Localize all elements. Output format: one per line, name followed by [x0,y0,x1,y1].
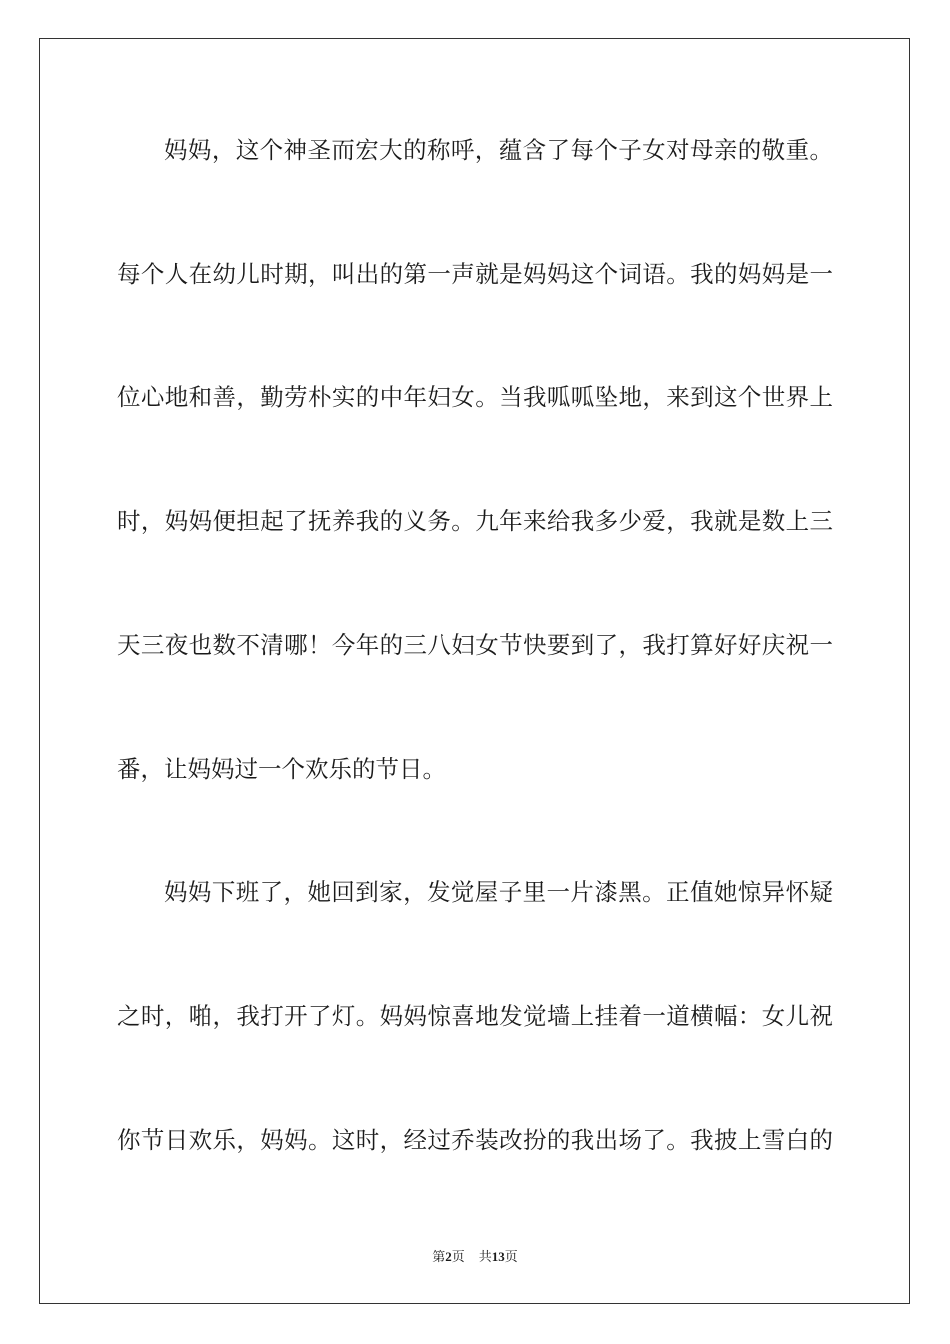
paragraph-2-line-3: 你节日欢乐，妈妈。这时，经过乔装改扮的我出场了。我披上雪白的 [117,1126,833,1154]
page-footer [0,1246,950,1265]
paragraph-1-line-6: 番，让妈妈过一个欢乐的节日。 [117,755,446,783]
paragraph-1-line-2: 每个人在幼儿时期，叫出的第一声就是妈妈这个词语。我的妈妈是一 [117,260,833,288]
footer-total-prefix: 共 [478,1249,492,1264]
footer-page-suffix: 页 [451,1249,465,1264]
footer-total-pages: 13 [491,1249,505,1264]
page-frame [39,38,910,1304]
paragraph-1-line-1: 妈妈，这个神圣而宏大的称呼，蕴含了每个子女对母亲的敬重。 [164,136,833,164]
footer-total-suffix: 页 [504,1249,518,1264]
paragraph-2-line-1: 妈妈下班了，她回到家，发觉屋子里一片漆黑。正值她惊异怀疑 [164,878,833,906]
footer-current-page: 2 [445,1249,452,1264]
paragraph-1-line-3: 位心地和善，勤劳朴实的中年妇女。当我呱呱坠地，来到这个世界上 [117,383,833,411]
footer-page-prefix: 第 [432,1249,446,1264]
paragraph-1-line-5: 天三夜也数不清哪！今年的三八妇女节快要到了，我打算好好庆祝一 [117,631,833,659]
paragraph-1-line-4: 时，妈妈便担起了抚养我的义务。九年来给我多少爱，我就是数上三 [117,507,833,535]
paragraph-2-line-2: 之时，啪，我打开了灯。妈妈惊喜地发觉墙上挂着一道横幅：女儿祝 [117,1002,833,1030]
